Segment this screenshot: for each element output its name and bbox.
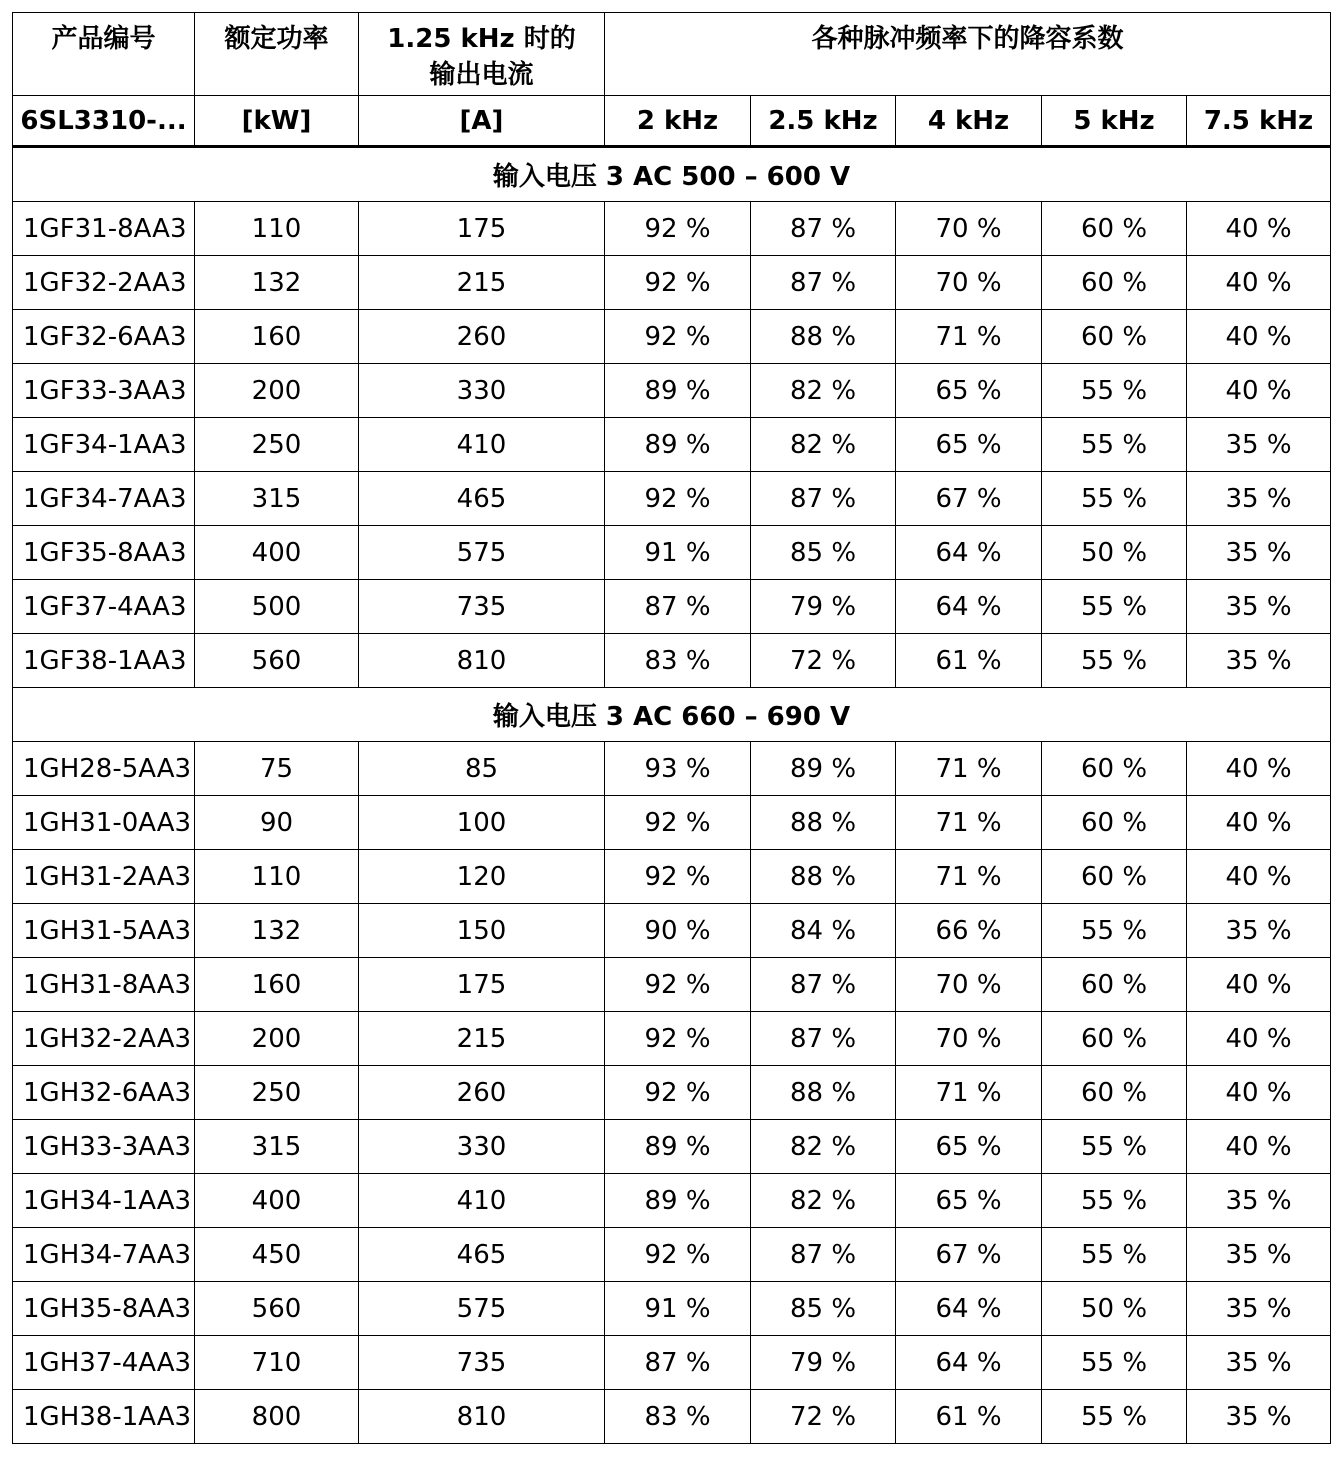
cell-derating-2-5khz: 88 % [751, 796, 896, 850]
cell-derating-5khz: 60 % [1042, 742, 1187, 796]
cell-product-no: 1GH31-8AA3 [13, 958, 195, 1012]
header-unit-kw: [kW] [195, 96, 359, 147]
cell-rated-power: 400 [195, 526, 359, 580]
cell-derating-2khz: 89 % [605, 418, 751, 472]
cell-derating-5khz: 55 % [1042, 904, 1187, 958]
cell-derating-2-5khz: 82 % [751, 418, 896, 472]
cell-output-current: 410 [359, 1174, 605, 1228]
cell-product-no: 1GF37-4AA3 [13, 580, 195, 634]
cell-output-current: 330 [359, 364, 605, 418]
table-row [13, 958, 1331, 1012]
cell-derating-4khz: 67 % [896, 1228, 1042, 1282]
cell-derating-5khz: 55 % [1042, 472, 1187, 526]
section-title: 输入电压 3 AC 660 – 690 V [13, 688, 1331, 742]
cell-derating-4khz: 64 % [896, 1336, 1042, 1390]
cell-product-no: 1GF38-1AA3 [13, 634, 195, 688]
table-row [13, 1174, 1331, 1228]
cell-derating-4khz: 65 % [896, 1174, 1042, 1228]
cell-output-current: 810 [359, 634, 605, 688]
cell-derating-2khz: 90 % [605, 904, 751, 958]
header-rated-power: 额定功率 [195, 13, 359, 96]
cell-rated-power: 450 [195, 1228, 359, 1282]
cell-derating-2khz: 83 % [605, 634, 751, 688]
cell-product-no: 1GF34-1AA3 [13, 418, 195, 472]
cell-derating-4khz: 71 % [896, 310, 1042, 364]
cell-product-no: 1GF35-8AA3 [13, 526, 195, 580]
cell-derating-2khz: 89 % [605, 1120, 751, 1174]
cell-output-current: 810 [359, 1390, 605, 1444]
table-row [13, 1228, 1331, 1282]
cell-rated-power: 560 [195, 634, 359, 688]
cell-rated-power: 800 [195, 1390, 359, 1444]
derating-table [12, 12, 1331, 1444]
cell-derating-2khz: 92 % [605, 796, 751, 850]
section-title: 输入电压 3 AC 500 – 600 V [13, 147, 1331, 202]
cell-product-no: 1GH31-0AA3 [13, 796, 195, 850]
cell-rated-power: 90 [195, 796, 359, 850]
cell-derating-4khz: 66 % [896, 904, 1042, 958]
cell-derating-7-5khz: 40 % [1187, 1012, 1331, 1066]
cell-derating-2khz: 91 % [605, 1282, 751, 1336]
cell-derating-7-5khz: 35 % [1187, 1174, 1331, 1228]
table-row [13, 1120, 1331, 1174]
header-freq-7-5khz: 7.5 kHz [1187, 96, 1331, 147]
cell-derating-5khz: 55 % [1042, 1228, 1187, 1282]
cell-product-no: 1GH32-2AA3 [13, 1012, 195, 1066]
cell-derating-2-5khz: 87 % [751, 256, 896, 310]
cell-derating-7-5khz: 35 % [1187, 418, 1331, 472]
cell-derating-4khz: 61 % [896, 634, 1042, 688]
cell-derating-4khz: 70 % [896, 958, 1042, 1012]
cell-rated-power: 400 [195, 1174, 359, 1228]
table-body [13, 147, 1331, 1444]
cell-derating-2-5khz: 87 % [751, 1012, 896, 1066]
header-freq-2khz: 2 kHz [605, 96, 751, 147]
cell-output-current: 465 [359, 472, 605, 526]
cell-derating-7-5khz: 40 % [1187, 1120, 1331, 1174]
cell-output-current: 260 [359, 1066, 605, 1120]
cell-derating-2-5khz: 84 % [751, 904, 896, 958]
header-row-titles [13, 13, 1331, 96]
cell-product-no: 1GH28-5AA3 [13, 742, 195, 796]
cell-derating-2khz: 87 % [605, 1336, 751, 1390]
cell-rated-power: 560 [195, 1282, 359, 1336]
cell-derating-2khz: 92 % [605, 1228, 751, 1282]
cell-derating-2khz: 92 % [605, 256, 751, 310]
cell-rated-power: 75 [195, 742, 359, 796]
cell-derating-2-5khz: 88 % [751, 1066, 896, 1120]
table-row [13, 742, 1331, 796]
cell-product-no: 1GH31-5AA3 [13, 904, 195, 958]
cell-derating-2-5khz: 89 % [751, 742, 896, 796]
cell-derating-2khz: 92 % [605, 202, 751, 256]
cell-output-current: 575 [359, 1282, 605, 1336]
cell-derating-2-5khz: 88 % [751, 310, 896, 364]
cell-derating-4khz: 71 % [896, 850, 1042, 904]
cell-rated-power: 315 [195, 472, 359, 526]
cell-product-no: 1GF32-6AA3 [13, 310, 195, 364]
table-row [13, 796, 1331, 850]
cell-rated-power: 250 [195, 418, 359, 472]
table-header [13, 13, 1331, 147]
cell-derating-7-5khz: 40 % [1187, 256, 1331, 310]
cell-derating-7-5khz: 40 % [1187, 796, 1331, 850]
cell-output-current: 100 [359, 796, 605, 850]
cell-derating-5khz: 55 % [1042, 1120, 1187, 1174]
table-row [13, 904, 1331, 958]
cell-product-no: 1GF32-2AA3 [13, 256, 195, 310]
cell-derating-7-5khz: 40 % [1187, 850, 1331, 904]
cell-derating-2-5khz: 79 % [751, 580, 896, 634]
cell-derating-2-5khz: 87 % [751, 472, 896, 526]
cell-derating-5khz: 50 % [1042, 526, 1187, 580]
table-row [13, 202, 1331, 256]
cell-derating-4khz: 71 % [896, 742, 1042, 796]
cell-derating-5khz: 55 % [1042, 634, 1187, 688]
table-row [13, 472, 1331, 526]
cell-derating-7-5khz: 35 % [1187, 1336, 1331, 1390]
cell-derating-7-5khz: 40 % [1187, 310, 1331, 364]
cell-derating-2-5khz: 85 % [751, 1282, 896, 1336]
cell-derating-4khz: 70 % [896, 256, 1042, 310]
cell-derating-5khz: 60 % [1042, 256, 1187, 310]
section-row [13, 147, 1331, 202]
cell-output-current: 120 [359, 850, 605, 904]
table-row [13, 634, 1331, 688]
cell-derating-5khz: 55 % [1042, 364, 1187, 418]
cell-product-no: 1GH31-2AA3 [13, 850, 195, 904]
cell-rated-power: 315 [195, 1120, 359, 1174]
cell-derating-2khz: 83 % [605, 1390, 751, 1444]
cell-output-current: 465 [359, 1228, 605, 1282]
cell-derating-4khz: 65 % [896, 364, 1042, 418]
cell-output-current: 260 [359, 310, 605, 364]
cell-derating-2khz: 92 % [605, 310, 751, 364]
cell-derating-7-5khz: 40 % [1187, 364, 1331, 418]
cell-derating-7-5khz: 35 % [1187, 1228, 1331, 1282]
cell-derating-7-5khz: 35 % [1187, 904, 1331, 958]
cell-product-no: 1GF33-3AA3 [13, 364, 195, 418]
cell-derating-5khz: 55 % [1042, 580, 1187, 634]
cell-derating-7-5khz: 40 % [1187, 958, 1331, 1012]
cell-derating-4khz: 64 % [896, 526, 1042, 580]
cell-product-no: 1GH34-7AA3 [13, 1228, 195, 1282]
cell-derating-2khz: 93 % [605, 742, 751, 796]
cell-rated-power: 132 [195, 256, 359, 310]
cell-output-current: 575 [359, 526, 605, 580]
cell-derating-2khz: 92 % [605, 850, 751, 904]
cell-rated-power: 132 [195, 904, 359, 958]
cell-derating-5khz: 55 % [1042, 418, 1187, 472]
cell-output-current: 410 [359, 418, 605, 472]
cell-derating-5khz: 55 % [1042, 1336, 1187, 1390]
cell-product-no: 1GH37-4AA3 [13, 1336, 195, 1390]
cell-output-current: 150 [359, 904, 605, 958]
cell-derating-7-5khz: 35 % [1187, 634, 1331, 688]
cell-output-current: 175 [359, 202, 605, 256]
cell-derating-2-5khz: 82 % [751, 364, 896, 418]
table-row [13, 850, 1331, 904]
cell-derating-5khz: 55 % [1042, 1390, 1187, 1444]
cell-derating-2khz: 87 % [605, 580, 751, 634]
table-row [13, 256, 1331, 310]
cell-derating-2khz: 92 % [605, 1012, 751, 1066]
cell-product-no: 1GH33-3AA3 [13, 1120, 195, 1174]
section-row [13, 688, 1331, 742]
header-output-current [359, 13, 605, 96]
cell-derating-7-5khz: 35 % [1187, 1390, 1331, 1444]
cell-derating-2khz: 89 % [605, 364, 751, 418]
cell-derating-7-5khz: 35 % [1187, 580, 1331, 634]
cell-product-no: 1GH38-1AA3 [13, 1390, 195, 1444]
cell-derating-5khz: 50 % [1042, 1282, 1187, 1336]
cell-output-current: 735 [359, 580, 605, 634]
cell-derating-4khz: 64 % [896, 1282, 1042, 1336]
cell-derating-7-5khz: 35 % [1187, 472, 1331, 526]
cell-output-current: 85 [359, 742, 605, 796]
cell-rated-power: 710 [195, 1336, 359, 1390]
cell-derating-5khz: 60 % [1042, 958, 1187, 1012]
cell-rated-power: 200 [195, 1012, 359, 1066]
cell-output-current: 215 [359, 256, 605, 310]
cell-derating-5khz: 55 % [1042, 1174, 1187, 1228]
cell-derating-4khz: 61 % [896, 1390, 1042, 1444]
cell-product-no: 1GF31-8AA3 [13, 202, 195, 256]
header-output-current-line1: 1.25 kHz 时的 [387, 24, 576, 54]
cell-derating-7-5khz: 40 % [1187, 742, 1331, 796]
cell-rated-power: 160 [195, 310, 359, 364]
table-row [13, 580, 1331, 634]
cell-derating-4khz: 70 % [896, 202, 1042, 256]
cell-derating-5khz: 60 % [1042, 1012, 1187, 1066]
cell-derating-2khz: 92 % [605, 958, 751, 1012]
cell-product-no: 1GH35-8AA3 [13, 1282, 195, 1336]
header-unit-product-prefix: 6SL3310-... [13, 96, 195, 147]
cell-derating-7-5khz: 40 % [1187, 202, 1331, 256]
cell-derating-5khz: 60 % [1042, 202, 1187, 256]
cell-derating-2khz: 92 % [605, 1066, 751, 1120]
table-row [13, 364, 1331, 418]
cell-derating-5khz: 60 % [1042, 850, 1187, 904]
cell-derating-5khz: 60 % [1042, 796, 1187, 850]
header-freq-2-5khz: 2.5 kHz [751, 96, 896, 147]
cell-derating-4khz: 70 % [896, 1012, 1042, 1066]
cell-derating-4khz: 64 % [896, 580, 1042, 634]
cell-rated-power: 160 [195, 958, 359, 1012]
cell-derating-2-5khz: 82 % [751, 1174, 896, 1228]
cell-derating-7-5khz: 35 % [1187, 526, 1331, 580]
header-unit-a: [A] [359, 96, 605, 147]
cell-derating-2-5khz: 85 % [751, 526, 896, 580]
table-row [13, 1066, 1331, 1120]
cell-product-no: 1GH34-1AA3 [13, 1174, 195, 1228]
cell-derating-4khz: 65 % [896, 1120, 1042, 1174]
cell-derating-2-5khz: 87 % [751, 1228, 896, 1282]
cell-derating-4khz: 71 % [896, 1066, 1042, 1120]
table-row [13, 1336, 1331, 1390]
cell-derating-2-5khz: 72 % [751, 634, 896, 688]
cell-derating-2-5khz: 87 % [751, 202, 896, 256]
cell-rated-power: 110 [195, 202, 359, 256]
cell-rated-power: 200 [195, 364, 359, 418]
cell-derating-2-5khz: 87 % [751, 958, 896, 1012]
table-row [13, 418, 1331, 472]
table-row [13, 526, 1331, 580]
cell-output-current: 175 [359, 958, 605, 1012]
table-row [13, 310, 1331, 364]
cell-derating-4khz: 71 % [896, 796, 1042, 850]
cell-derating-2-5khz: 79 % [751, 1336, 896, 1390]
cell-rated-power: 250 [195, 1066, 359, 1120]
cell-product-no: 1GF34-7AA3 [13, 472, 195, 526]
header-output-current-line2: 输出电流 [429, 60, 534, 90]
table-row [13, 1390, 1331, 1444]
header-row-units [13, 96, 1331, 147]
cell-derating-5khz: 60 % [1042, 1066, 1187, 1120]
cell-product-no: 1GH32-6AA3 [13, 1066, 195, 1120]
table-row [13, 1012, 1331, 1066]
cell-derating-2khz: 92 % [605, 472, 751, 526]
cell-derating-5khz: 60 % [1042, 310, 1187, 364]
cell-output-current: 330 [359, 1120, 605, 1174]
cell-derating-2-5khz: 88 % [751, 850, 896, 904]
cell-derating-4khz: 65 % [896, 418, 1042, 472]
cell-derating-2khz: 89 % [605, 1174, 751, 1228]
header-freq-5khz: 5 kHz [1042, 96, 1187, 147]
cell-derating-2-5khz: 72 % [751, 1390, 896, 1444]
cell-output-current: 215 [359, 1012, 605, 1066]
cell-output-current: 735 [359, 1336, 605, 1390]
header-derating-factors: 各种脉冲频率下的降容系数 [605, 13, 1331, 96]
header-product-no: 产品编号 [13, 13, 195, 96]
table-row [13, 1282, 1331, 1336]
cell-derating-7-5khz: 40 % [1187, 1066, 1331, 1120]
cell-derating-2-5khz: 82 % [751, 1120, 896, 1174]
cell-derating-7-5khz: 35 % [1187, 1282, 1331, 1336]
cell-derating-2khz: 91 % [605, 526, 751, 580]
cell-rated-power: 110 [195, 850, 359, 904]
cell-rated-power: 500 [195, 580, 359, 634]
header-freq-4khz: 4 kHz [896, 96, 1042, 147]
cell-derating-4khz: 67 % [896, 472, 1042, 526]
